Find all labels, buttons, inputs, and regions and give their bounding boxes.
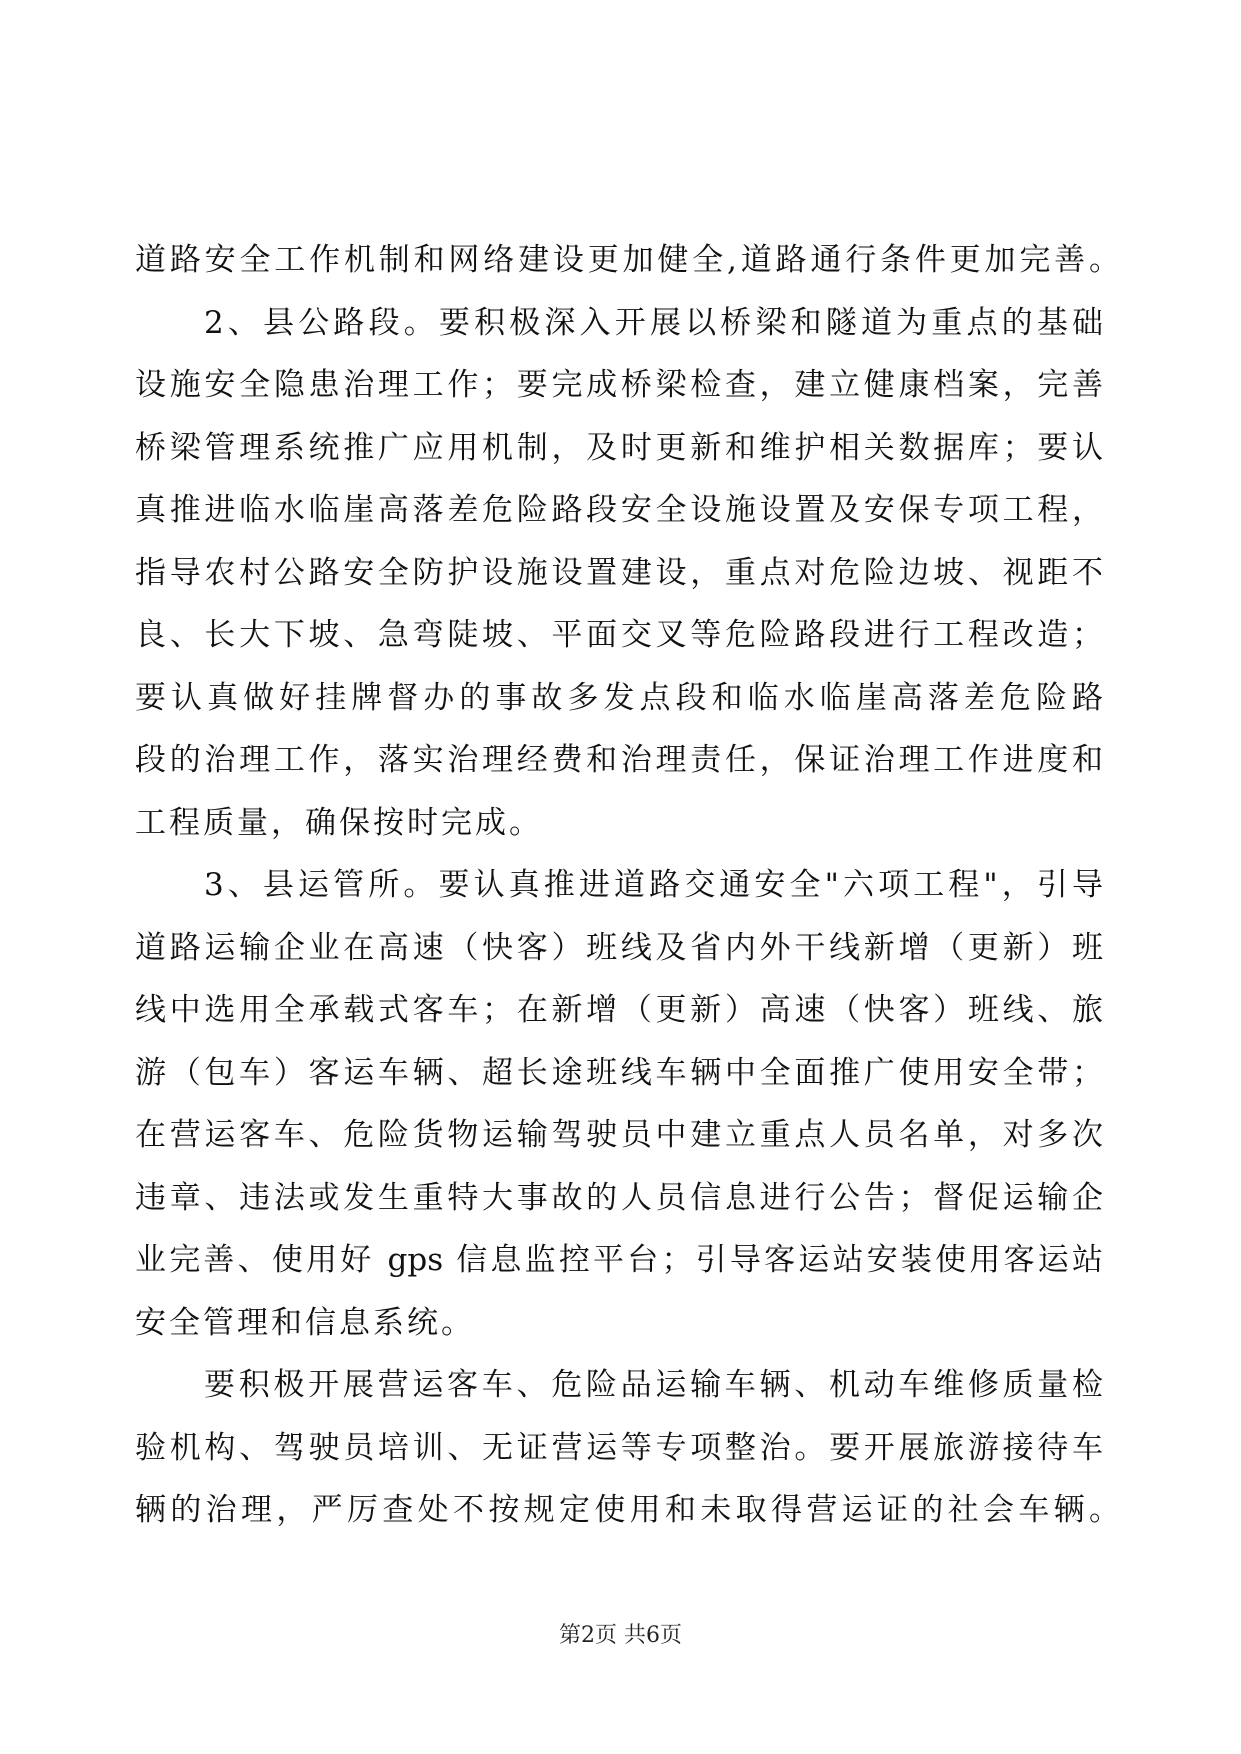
text-line: 游（包车）客运车辆、超长途班线车辆中全面推广使用安全带； <box>135 1055 1103 1091</box>
text-line: 线中选用全承载式客车；在新增（更新）高速（快客）班线、旅 <box>135 992 1103 1028</box>
paragraph-start-line: 要积极开展营运客车、危险品运输车辆、机动车维修质量检 <box>204 1367 1103 1403</box>
paragraph-start-line: 2、县公路段。要积极深入开展以桥梁和隧道为重点的基础 <box>204 305 1103 341</box>
text-line: 道路运输企业在高速（快客）班线及省内外干线新增（更新）班 <box>135 930 1103 966</box>
text-line: 要认真做好挂牌督办的事故多发点段和临水临崖高落差危险路 <box>135 680 1103 716</box>
text-line: 桥梁管理系统推广应用机制，及时更新和维护相关数据库；要认 <box>135 430 1103 466</box>
paragraph-end-line: 安全管理和信息系统。 <box>135 1305 475 1341</box>
paragraph-end-line: 工程质量，确保按时完成。 <box>135 805 543 841</box>
text-line: 指导农村公路安全防护设施设置建设，重点对危险边坡、视距不 <box>135 555 1103 591</box>
paragraph-start-line: 3、县运管所。要认真推进道路交通安全"六项工程"，引导 <box>204 867 1103 903</box>
text-line: 违章、违法或发生重特大事故的人员信息进行公告；督促运输企 <box>135 1180 1103 1216</box>
text-line: 道路安全工作机制和网络建设更加健全,道路通行条件更加完善。 <box>135 242 1120 278</box>
text-line: 设施安全隐患治理工作；要完成桥梁检查，建立健康档案，完善 <box>135 367 1103 403</box>
text-line: 验机构、驾驶员培训、无证营运等专项整治。要开展旅游接待车 <box>135 1430 1103 1466</box>
text-line: 真推进临水临崖高落差危险路段安全设施设置及安保专项工程， <box>135 492 1103 528</box>
text-line: 辆的治理，严厉查处不按规定使用和未取得营运证的社会车辆。 <box>135 1492 1120 1528</box>
text-line: 业完善、使用好 gps 信息监控平台；引导客运站安装使用客运站 <box>135 1242 1103 1278</box>
text-line: 段的治理工作，落实治理经费和治理责任，保证治理工作进度和 <box>135 742 1103 778</box>
text-line: 良、长大下坡、急弯陡坡、平面交叉等危险路段进行工程改造； <box>135 617 1103 653</box>
page-number-footer: 第2页 共6页 <box>559 1623 682 1648</box>
text-line: 在营运客车、危险货物运输驾驶员中建立重点人员名单，对多次 <box>135 1117 1103 1153</box>
